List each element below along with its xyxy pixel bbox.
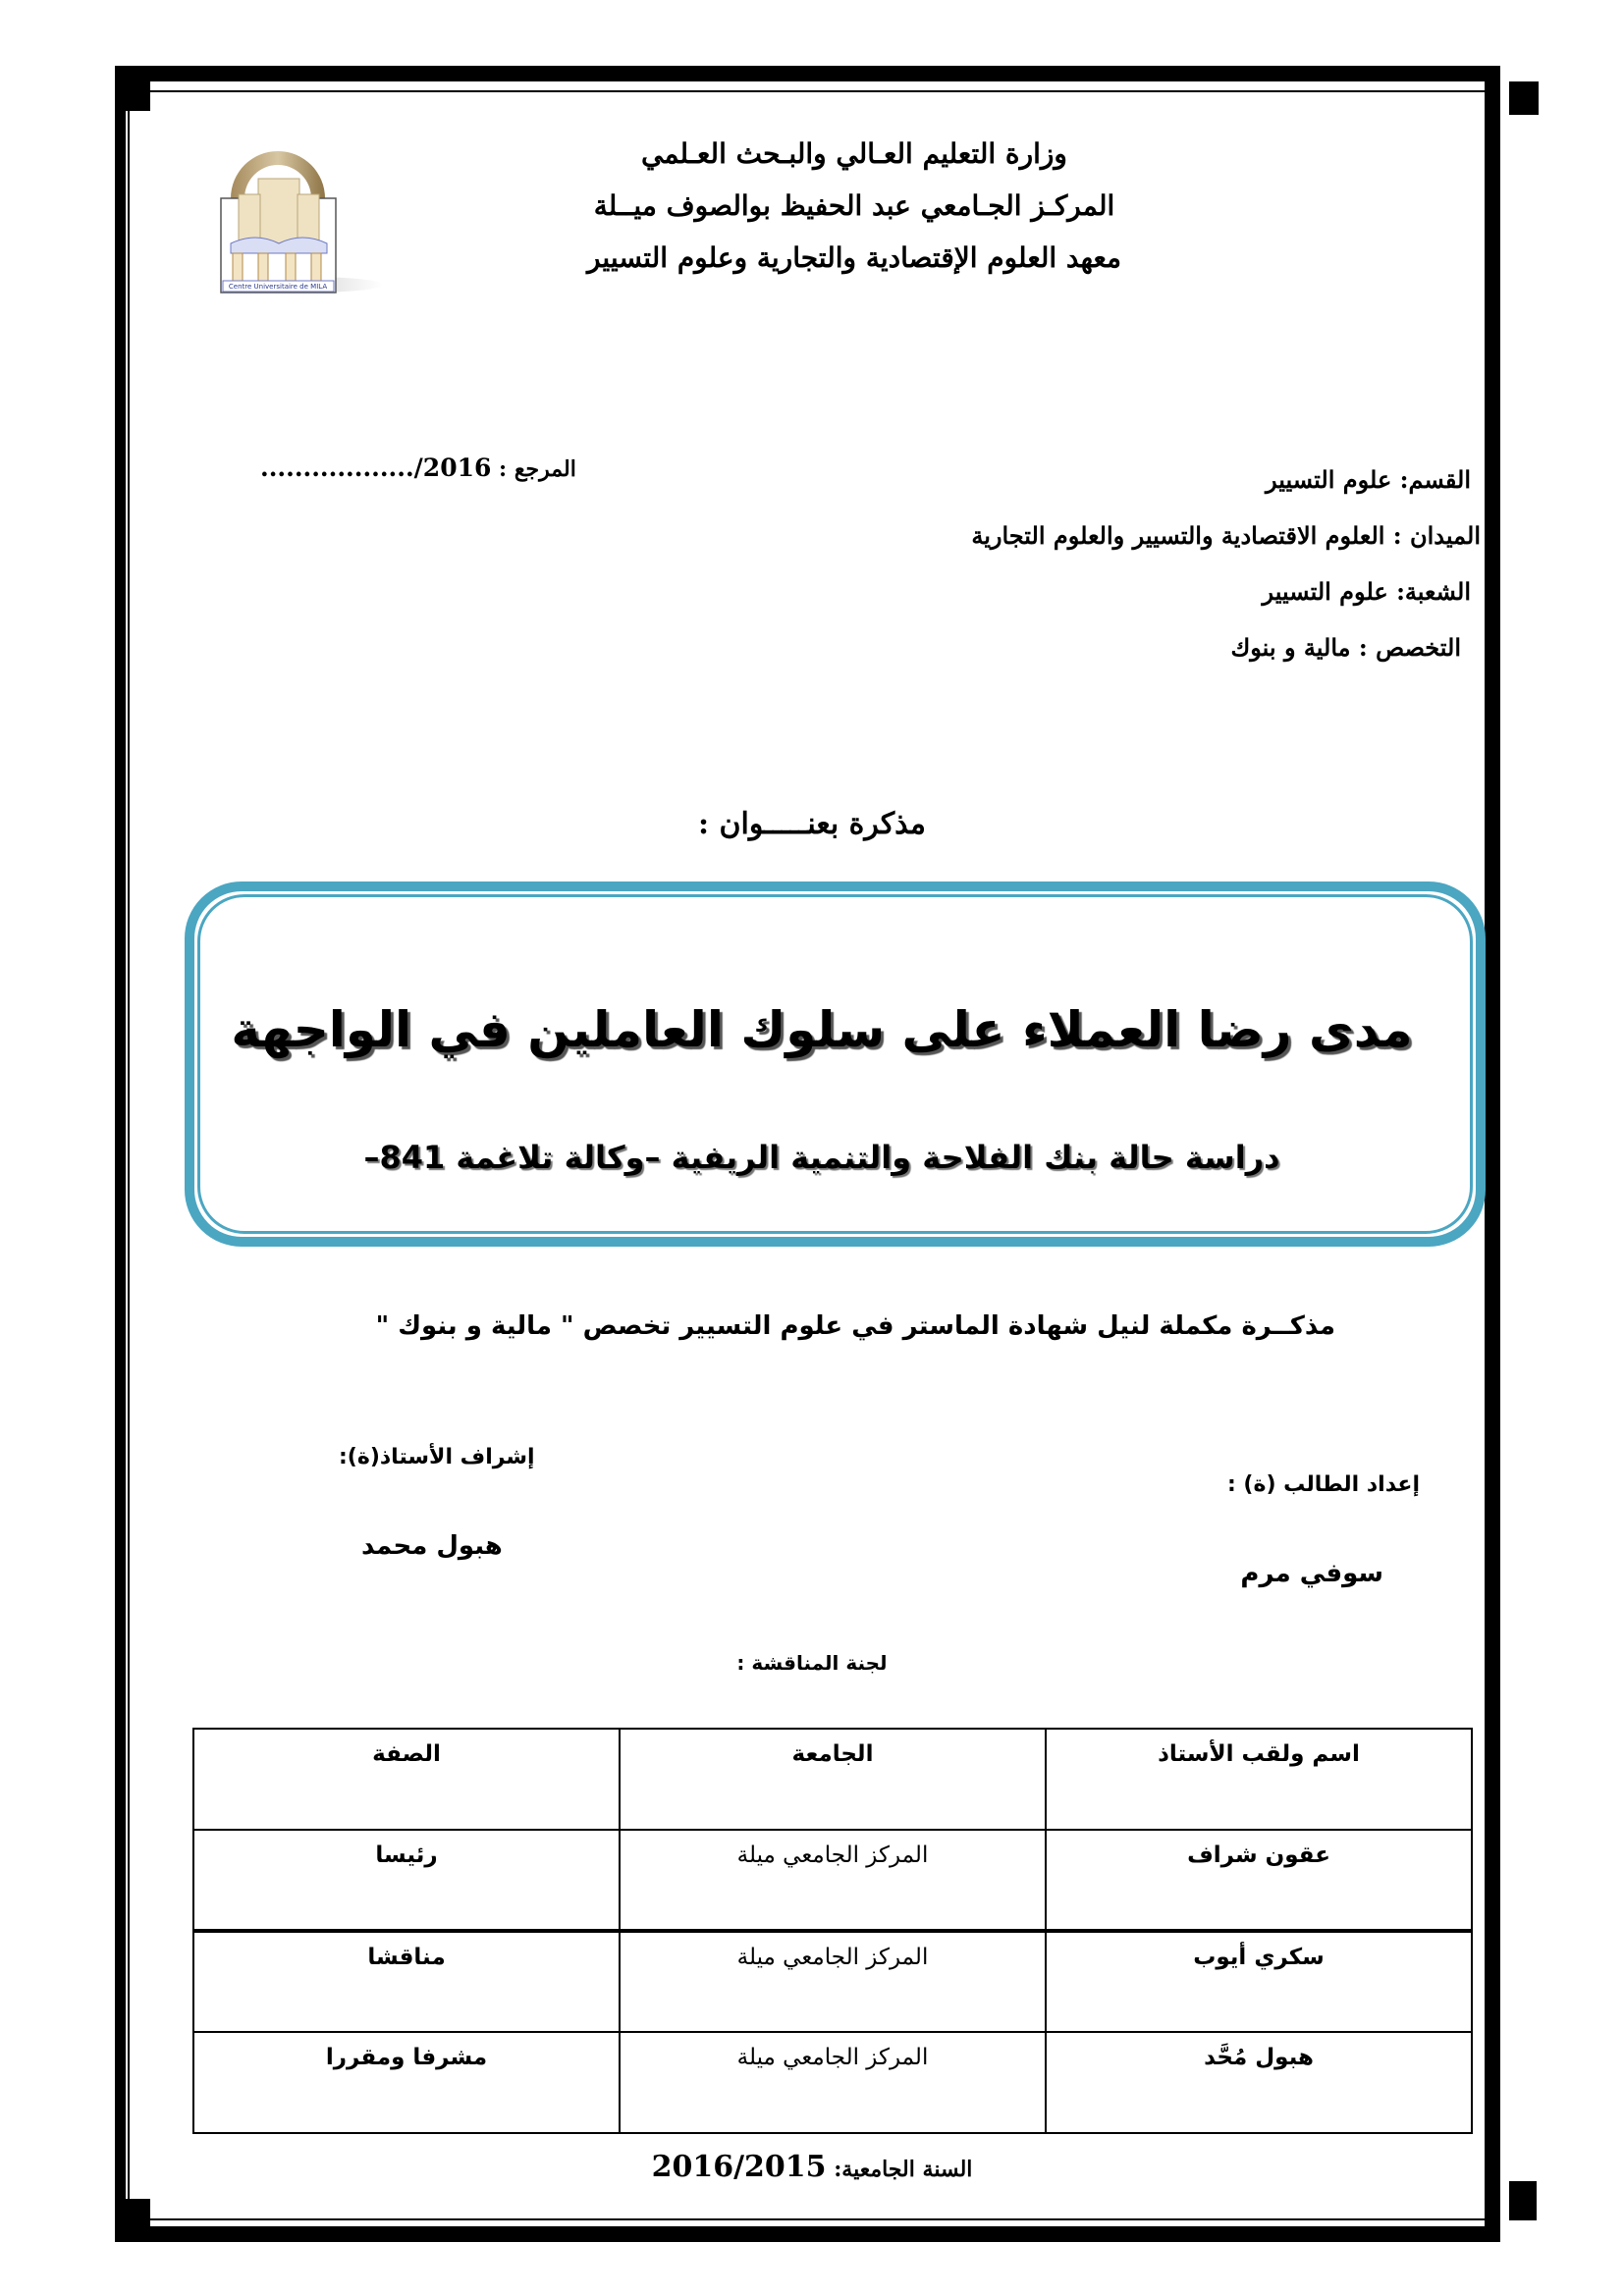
member-university: المركز الجامعي ميلة: [620, 2032, 1046, 2133]
member-name: عقون شراف: [1046, 1830, 1472, 1931]
branch: الشعبة: علوم التسيير: [1262, 577, 1471, 606]
member-name: هبول مُحَّد: [1046, 2032, 1472, 2133]
university-name: المركـز الجـامعي عبد الحفيظ بوالصوف ميــلة: [593, 189, 1115, 222]
ministry-name: وزارة التعليم العـالي والبـحث العـلمي: [641, 137, 1067, 170]
department: القسم: علوم التسيير: [1266, 465, 1471, 494]
reference-value: ................../2016: [260, 454, 492, 482]
header-role: الصفة: [193, 1729, 620, 1830]
institution-header: [550, 128, 1159, 284]
logo-caption: Centre Universitaire de MILA: [228, 283, 328, 291]
member-university: المركز الجامعي ميلة: [620, 1830, 1046, 1931]
university-logo: [201, 137, 388, 304]
frame-corner-top-right: [1509, 81, 1539, 115]
subject-label: مذكرة بعنـــــوان :: [697, 807, 927, 841]
member-name: سكري أيوب: [1046, 1931, 1472, 2032]
institute-name: معهد العلوم الإقتصادية والتجارية وعلوم التسيير: [586, 241, 1121, 274]
table-row: [193, 2032, 1472, 2133]
reference-line: [260, 454, 576, 482]
academic-year-value: 2016/2015: [651, 2150, 827, 2184]
thesis-subtitle: دراسة حالة بنك الفلاحة والتنمية الريفية –وكالة تلاغمة 841–: [363, 1139, 1280, 1176]
field: الميدان : العلوم الاقتصادية والتسيير والعلوم التجارية: [971, 521, 1481, 550]
frame-corner-top-left: [115, 81, 150, 111]
member-role: مناقشا: [193, 1931, 620, 2032]
thesis-title: مدى رضا العملاء على سلوك العاملين في الواجهة: [231, 1001, 1413, 1058]
supervisor-name: هبول محمد: [361, 1531, 503, 1561]
academic-year: [0, 2150, 1624, 2184]
reference-label: المرجع :: [491, 456, 576, 482]
table-row: [193, 1830, 1472, 1931]
committee-table: [192, 1728, 1473, 2134]
header-name: اسم ولقب الأستاذ: [1046, 1729, 1472, 1830]
title-box-inner-border: [197, 894, 1473, 1234]
academic-year-label: السنة الجامعية:: [826, 2157, 973, 2182]
frame-corner-bottom-right: [1509, 2181, 1537, 2220]
frame-corner-bottom-left: [115, 2199, 150, 2226]
member-role: مشرفا ومقررا: [193, 2032, 620, 2133]
member-role: رئيسا: [193, 1830, 620, 1931]
study-info: [799, 452, 1487, 675]
student-name: سوفي مرم: [1240, 1559, 1383, 1588]
specialty: التخصص : مالية و بنوك: [1230, 633, 1461, 662]
logo-graphic-icon: [201, 137, 388, 304]
memo-description: مذكــرة مكملة لنيل شهادة الماستر في علوم التسيير تخصص " مالية و بنوك ": [375, 1311, 1335, 1341]
committee-label: لجنة المناقشة :: [736, 1651, 888, 1675]
member-university: المركز الجامعي ميلة: [620, 1931, 1046, 2032]
header-university: الجامعة: [620, 1729, 1046, 1830]
supervisor-label: إشراف الأستاذ(ة):: [339, 1445, 535, 1469]
student-label: إعداد الطالب (ة) :: [1226, 1472, 1420, 1497]
table-row: [193, 1931, 1472, 2032]
table-header-row: [193, 1729, 1472, 1830]
